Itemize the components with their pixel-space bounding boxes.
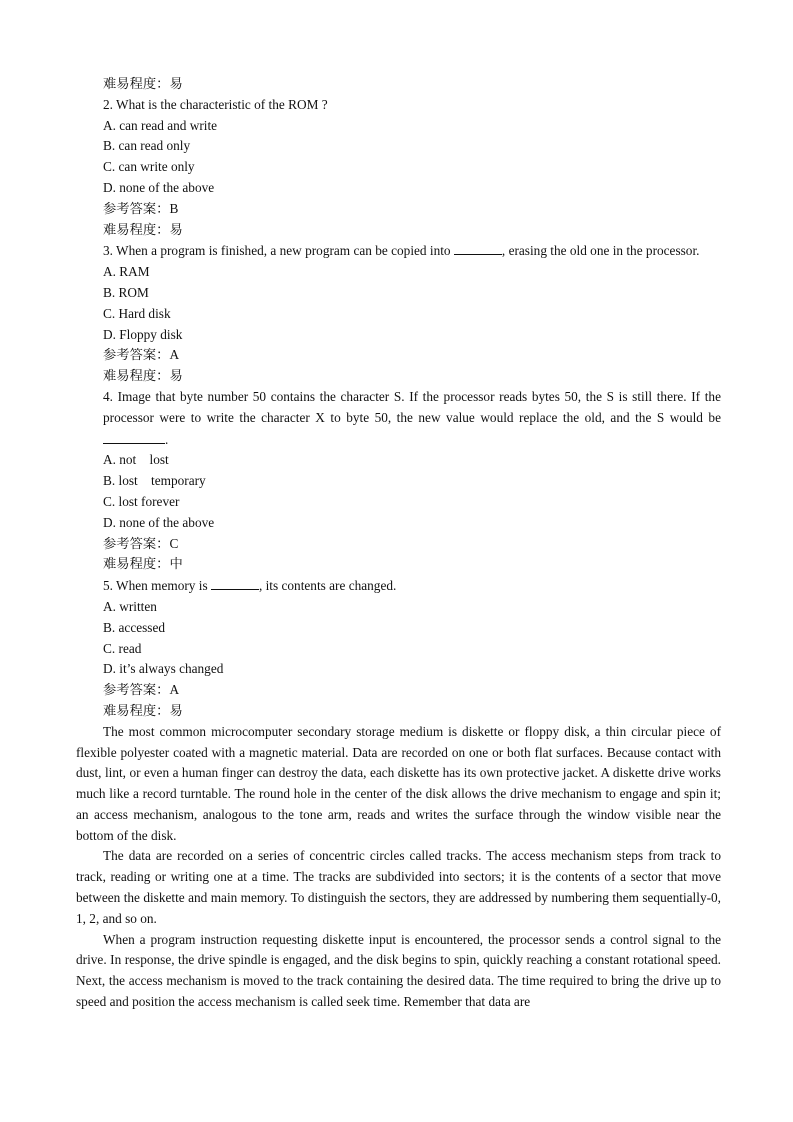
- question-5-stem: [76, 575, 721, 597]
- question-2-difficulty: 难易程度：易: [103, 221, 183, 237]
- question-2-answer: 参考答案：B: [103, 200, 179, 216]
- question-2-option-b: B. can read only: [103, 138, 191, 154]
- question-3-difficulty: 难易程度：易: [103, 368, 183, 384]
- question-4-stem: [76, 387, 721, 450]
- question-4-difficulty: 难易程度：中: [103, 556, 183, 572]
- question-5-option-b: B. accessed: [103, 619, 166, 635]
- question-3-option-b: B. ROM: [103, 284, 149, 300]
- passage-paragraph-2: The data are recorded on a series of concentric circles called tracks. The access mechanism steps from track to track, reading or writing one at a time. The tracks are subdivided into sectors; it is the contents of a sector that move between the diskette and main memory. To distinguish the sectors, they are addressed by numbering them sequentially-0, 1, 2, and so on.: [76, 848, 721, 926]
- question-5-stem-after: , its contents are changed.: [258, 578, 397, 594]
- question-5-difficulty: 难易程度：易: [103, 702, 183, 718]
- question-4-stem-after: .: [165, 431, 169, 447]
- question-4-option-a: A. not lost: [103, 452, 169, 468]
- question-4-option-c: C. lost forever: [103, 493, 180, 509]
- question-4-option-d: D. none of the above: [103, 514, 215, 530]
- question-4-option-b: B. lost temporary: [103, 473, 206, 489]
- question-5-stem-before: 5. When memory is: [103, 578, 211, 594]
- answer-blank: [211, 575, 259, 590]
- answer-blank: [454, 240, 502, 255]
- question-2-option-a: A. can read and write: [103, 117, 218, 133]
- question-3-option-a: A. RAM: [103, 264, 150, 280]
- question-2-option-d: D. none of the above: [103, 179, 215, 195]
- difficulty-label: 难易程度：易: [103, 76, 183, 91]
- passage-paragraph-1: The most common microcomputer secondary storage medium is diskette or floppy disk, a thin circular piece of flexible polyester coated with a magnetic material. Data are recorded on one or both flat surfaces. Because contact with dust, lint, or even a human finger can destroy the data, each diskette has its own protective jacket. A diskette drive works much like a record turntable. The round hole in the center of the disk allows the drive mechanism to engage and spin it; an access mechanism, analogous to the tone arm, reads and writes the surface through the window visible near the bottom of the disk.: [76, 723, 721, 843]
- document-page: [76, 74, 721, 1013]
- question-3-stem-after: , erasing the old one in the processor.: [501, 243, 700, 259]
- question-5-option-d: D. it’s always changed: [103, 661, 224, 677]
- passage-paragraph-3: When a program instruction requesting diskette input is encountered, the processor sends a control signal to the drive. In response, the drive spindle is engaged, and the disk begins to spin, quickly reaching a constant rotational speed. Next, the access mechanism is moved to the track containing the desired data. The time required to bring the drive up to speed and position the access mechanism is called seek time. Remember that data are: [76, 931, 721, 1010]
- question-3-stem: [76, 240, 721, 262]
- question-5-option-a: A. written: [103, 598, 157, 614]
- question-2-option-c: C. can write only: [103, 159, 195, 175]
- question-5-answer: 参考答案：A: [103, 682, 180, 698]
- question-3-stem-before: 3. When a program is finished, a new program can be copied into: [103, 243, 454, 259]
- question-4-stem-before: 4. Image that byte number 50 contains the character S. If the processor reads bytes 50, the S is still there. If the processor were to write the character X to byte 50, the new value would replace the old, and the S would be: [103, 388, 721, 425]
- answer-blank: [103, 429, 165, 444]
- question-3-option-d: D. Floppy disk: [103, 326, 183, 342]
- question-4-answer: 参考答案：C: [103, 535, 179, 551]
- question-2-stem: 2. What is the characteristic of the ROM ?: [103, 96, 328, 112]
- question-3-answer: 参考答案：A: [103, 347, 180, 363]
- question-3-option-c: C. Hard disk: [103, 305, 171, 321]
- question-5-option-c: C. read: [103, 640, 142, 656]
